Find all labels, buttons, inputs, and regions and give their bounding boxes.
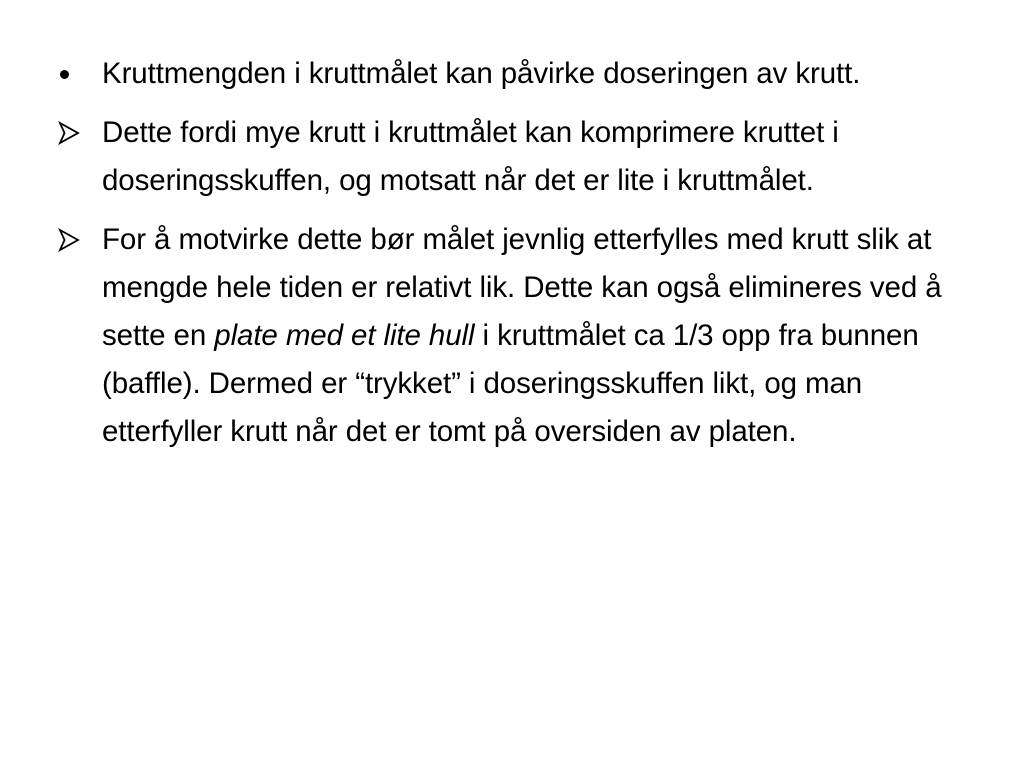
bullet-text: Kruttmengden i kruttmålet kan påvirke doseringen av krutt.: [102, 57, 861, 90]
list-item: [56, 216, 986, 456]
bullet-text-start: For å motvirke dette bør målet jevnlig etterfylles med krutt slik at mengde hele tiden er relativt lik. Dette kan også elimineres ved å sette en: [102, 223, 942, 352]
bullet-list: [56, 50, 986, 467]
arrow-bullet-icon: [56, 109, 102, 157]
bullet-text: [102, 216, 986, 456]
italic-phrase: plate med et lite hull: [214, 319, 475, 352]
round-bullet-icon: [56, 50, 102, 98]
bullet-text: Dette fordi mye krutt i kruttmålet kan komprimere kruttet i doseringsskuffen, og motsatt når det er lite i kruttmålet.: [102, 116, 839, 197]
bullet-text-end: i kruttmålet ca 1/3 opp fra bunnen (baffle). Dermed er “trykket” i doseringsskuffen likt, og man etterfyller krutt når det er tomt på oversiden av platen.: [102, 319, 919, 448]
arrow-bullet-icon: [56, 216, 102, 264]
list-item: [56, 50, 986, 98]
list-item: [56, 109, 986, 205]
